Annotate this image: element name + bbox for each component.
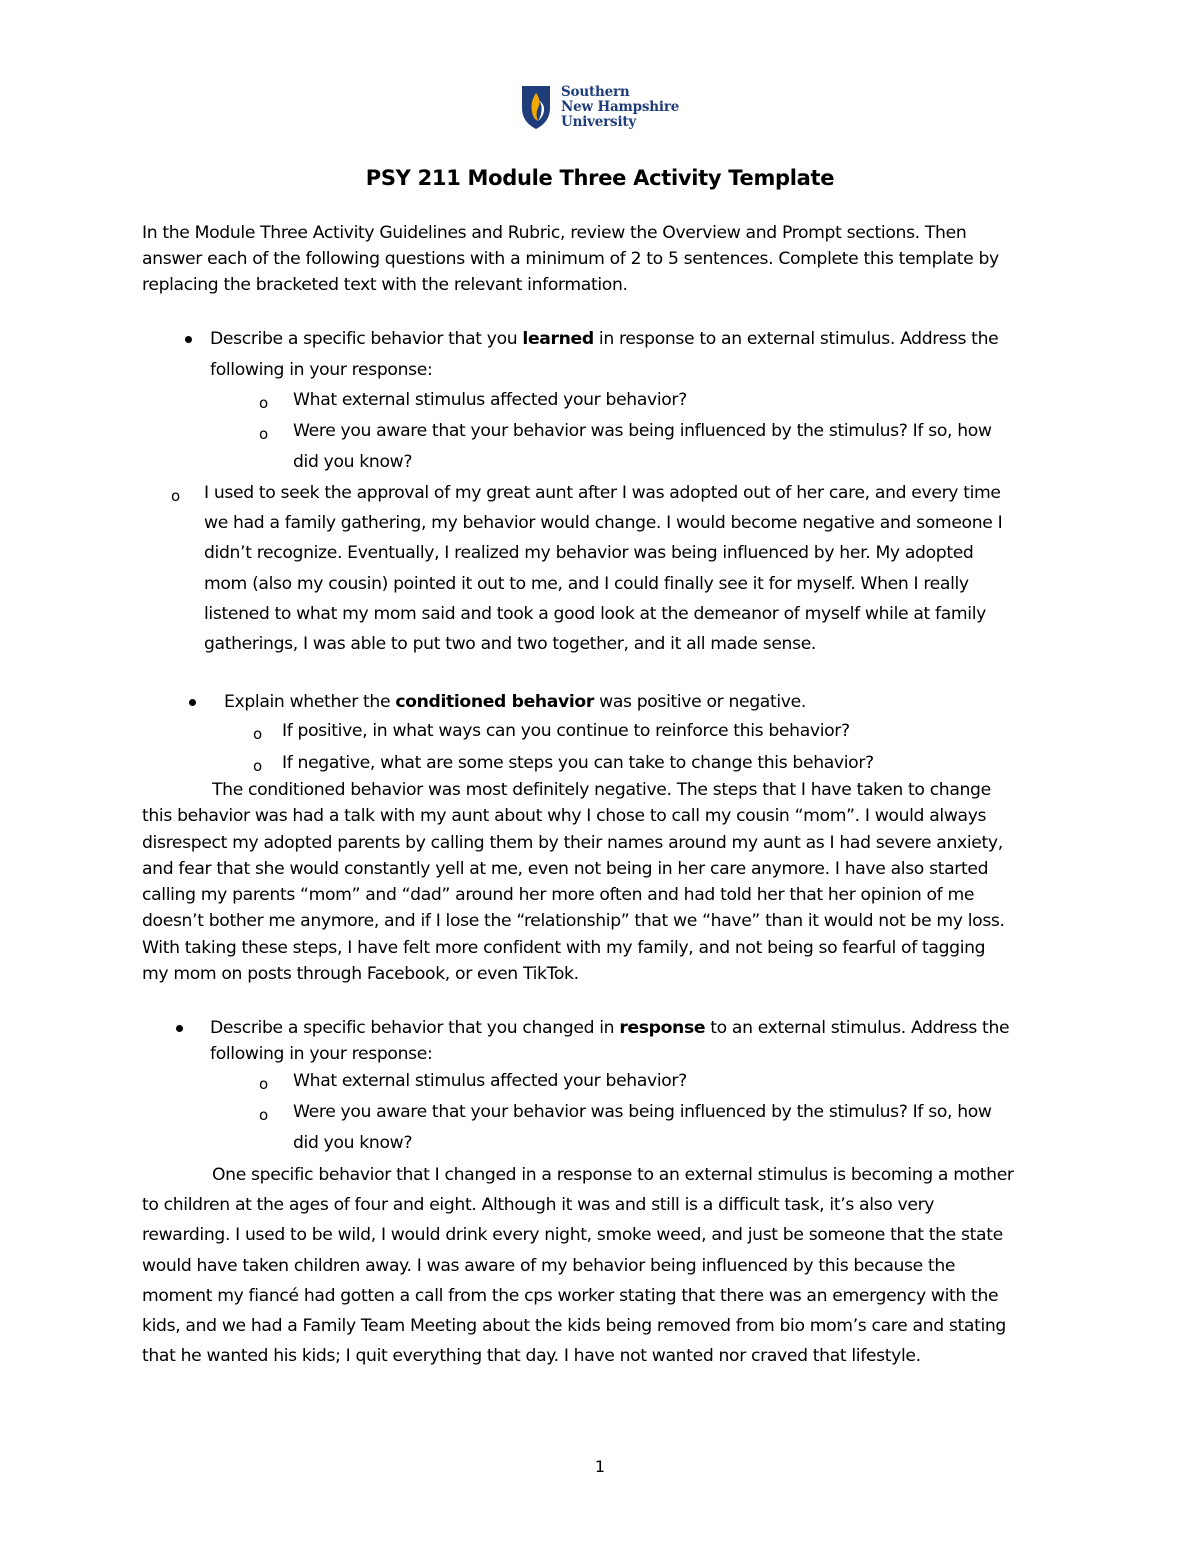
intro-line: replacing the bracketed text with the relevant information. [142, 275, 628, 296]
question-1-sub-1: What external stimulus affected your behavior? [293, 390, 687, 410]
question-1-sub-2: Were you aware that your behavior was being influenced by the stimulus? If so, how did you know? [293, 421, 992, 472]
emphasis-response: response [619, 1018, 706, 1038]
answer-2-line: this behavior was had a talk with my aunt about why I chose to call my cousin “mom”. I would always [142, 806, 987, 827]
logo-line-1: Southern [561, 84, 630, 100]
sub-bullet-icon: o [259, 394, 269, 412]
emphasis-conditioned-behavior: conditioned behavior [395, 692, 595, 712]
sub-bullet-icon: o [171, 487, 181, 505]
page-title: PSY 211 Module Three Activity Template [365, 166, 835, 190]
page-number: 1 [594, 1457, 606, 1476]
university-logo [521, 84, 679, 132]
question-2-sub-1: If positive, in what ways can you continue to reinforce this behavior? [282, 721, 850, 741]
answer-3 [142, 1160, 1014, 1371]
answer-1-line: listened to what my mom said and took a good look at the demeanor of myself while at family [204, 603, 986, 624]
question-3-line: following in your response: [210, 1044, 433, 1065]
answer-3-line: moment my fiancé had gotten a call from the cps worker stating that there was an emergency with the [142, 1285, 999, 1306]
answer-3-line: that he wanted his kids; I quit everything that day. I have not wanted nor craved that lifestyle. [142, 1346, 921, 1367]
answer-3-line: rewarding. I used to be wild, I would drink every night, smoke weed, and just be someone that the state [142, 1225, 1003, 1246]
answer-2-line: calling my parents “mom” and “dad” around her more often and had told her that her opinion of me [142, 885, 975, 906]
answer-1-line: I used to seek the approval of my great aunt after I was adopted out of her care, and every time [204, 483, 1001, 503]
answer-1 [204, 478, 1002, 659]
intro-line: answer each of the following questions with a minimum of 2 to 5 sentences. Complete this template by [142, 249, 999, 270]
sub-bullet-icon: o [259, 1106, 269, 1124]
logo-wordmark [561, 85, 679, 130]
sub-bullet-icon: o [253, 725, 263, 743]
emphasis-learned: learned [522, 329, 594, 349]
answer-3-line: One specific behavior that I changed in a response to an external stimulus is becoming a mother [212, 1165, 1014, 1185]
answer-3-line: kids, and we had a Family Team Meeting about the kids being removed from bio mom’s care and stating [142, 1316, 1006, 1337]
answer-2-line: my mom on posts through Facebook, or even TikTok. [142, 964, 579, 985]
answer-2-line: With taking these steps, I have felt more confident with my family, and not being so fearful of tagging [142, 937, 986, 958]
answer-2-line: The conditioned behavior was most definitely negative. The steps that I have taken to change [212, 780, 991, 800]
question-3-sub-2: Were you aware that your behavior was being influenced by the stimulus? If so, how did you know? [293, 1102, 992, 1153]
bullet-icon [176, 1025, 183, 1032]
question-3 [210, 1015, 1009, 1068]
question-2-sub-2: If negative, what are some steps you can take to change this behavior? [282, 753, 874, 773]
answer-1-line: we had a family gathering, my behavior would change. I would become negative and someone I [204, 513, 1003, 534]
question-1-line: Describe a specific behavior that you learned in response to an external stimulus. Address the [210, 329, 999, 349]
logo-line-3: University [561, 114, 637, 130]
answer-3-line: would have taken children away. I was aware of my behavior being influenced by this because the [142, 1255, 956, 1276]
bullet-icon [185, 336, 192, 343]
sub-bullet-icon: o [259, 1075, 269, 1093]
answer-2-line: and fear that she would constantly yell at me, even not being in her care anymore. I have also started [142, 858, 989, 879]
question-1 [210, 324, 998, 385]
intro-paragraph [142, 220, 999, 299]
intro-line: In the Module Three Activity Guidelines and Rubric, review the Overview and Prompt sections. Then [142, 223, 967, 243]
answer-2 [142, 777, 1005, 987]
shield-flame-icon [521, 84, 551, 130]
sub-bullet-icon: o [259, 425, 269, 443]
question-1-line: following in your response: [210, 359, 433, 380]
answer-1-line: gatherings, I was able to put two and two together, and it all made sense. [204, 634, 817, 655]
question-2: Explain whether the conditioned behavior was positive or negative. [224, 692, 806, 712]
answer-3-line: to children at the ages of four and eight. Although it was and still is a difficult task, it’s also very [142, 1195, 935, 1216]
answer-1-line: mom (also my cousin) pointed it out to me, and I could finally see it for myself. When I really [204, 573, 969, 594]
question-3-sub-1: What external stimulus affected your behavior? [293, 1071, 687, 1091]
answer-1-line: didn’t recognize. Eventually, I realized my behavior was being influenced by her. My adopted [204, 543, 974, 564]
logo-line-2: New Hampshire [561, 99, 680, 115]
answer-2-line: disrespect my adopted parents by calling them by their names around my aunt as I had severe anxiety, [142, 832, 1003, 853]
answer-2-line: doesn’t bother me anymore, and if I lose the “relationship” that we “have” than it would not be my loss. [142, 911, 1005, 932]
bullet-icon [189, 699, 196, 706]
sub-bullet-icon: o [253, 757, 263, 775]
question-3-line: Describe a specific behavior that you changed in response to an external stimulus. Address the [210, 1018, 1010, 1038]
